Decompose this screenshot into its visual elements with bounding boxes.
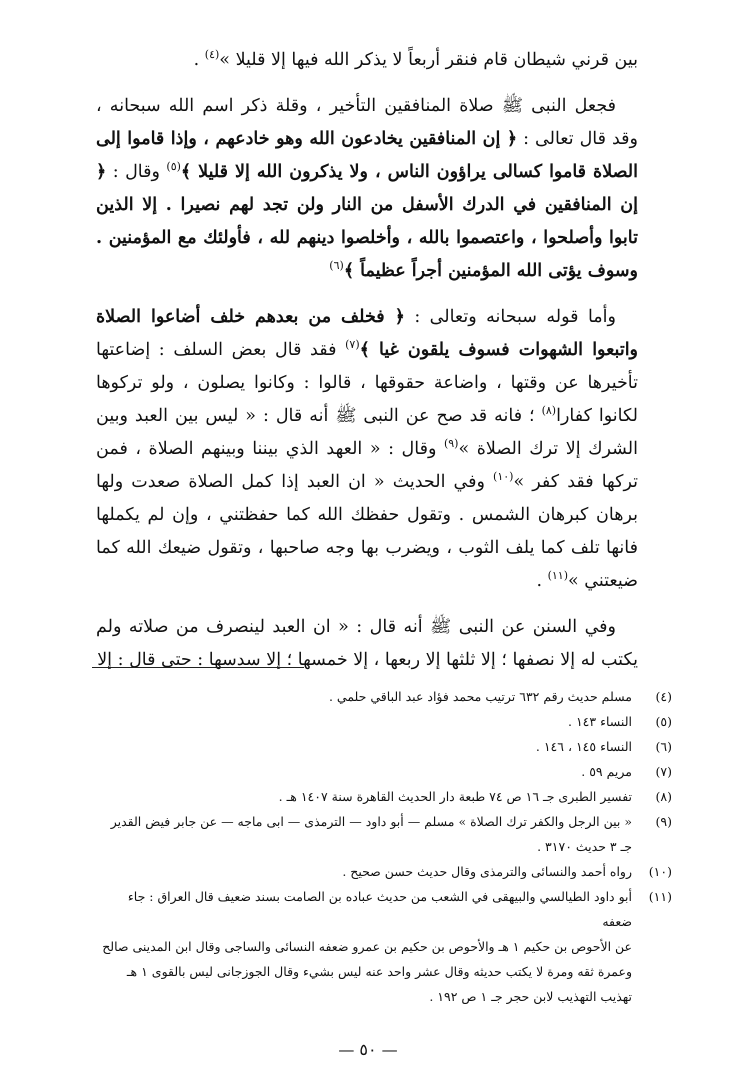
- text-run: بين قرني شيطان قام فنقر أربعاً لا يذكر الله فيها إلا قليلا »: [219, 50, 638, 70]
- text-run: وأما قوله سبحانه وتعالى :: [404, 307, 616, 327]
- footnote-item: [100, 784, 672, 809]
- footnote-item: [100, 684, 672, 709]
- footnote-number: (٥): [655, 714, 672, 729]
- text-run: وقال : « العهد الذي بيننا وبينهم الصلاة ، فمن تركها فقد كفر »: [96, 439, 638, 492]
- footnote-text: النساء ١٤٥ ، ١٤٦ .: [535, 739, 632, 754]
- footnote-number: (٨): [655, 789, 672, 804]
- footnote-ref-5: (٥): [166, 160, 181, 174]
- text-run: .: [536, 571, 548, 591]
- footnote-continuation: عن الأحوص بن حكيم ١ هـ والأحوص بن حكيم بن عمرو ضعفه النسائى والساجى وقال ابن المدينى صالح وعمرة ثقه ومرة لا يكتب حديثه وقال عشر واحد عنه ليس بشيء وقال الجوزجانى ليس بالقوى ١ هـ تهذيب التهذيب لابن حجر جـ ١ ص ١٩٢ .: [102, 939, 632, 1004]
- footnote-item: [100, 709, 672, 734]
- footnote-number: (٧): [655, 764, 672, 779]
- footnote-number: (٩): [655, 814, 672, 829]
- footnote-item: [100, 884, 672, 934]
- footnote-item: [100, 759, 672, 784]
- footnote-number: (١١): [648, 889, 672, 904]
- page-number: — ٥٠ —: [338, 1040, 398, 1059]
- footnote-text: رواه أحمد والنسائى والترمذى وقال حديث حسن صحيح .: [342, 864, 632, 879]
- quran-quote: ﴿ فخلف من بعدهم خلف أضاعوا الصلاة واتبعوا الشهوات فسوف يلقون غيا ﴾: [96, 307, 639, 360]
- footnote-ref-4: (٤): [204, 48, 220, 62]
- footnote-item: [100, 809, 672, 834]
- text-run: فجعل النبى ﷺ صلاة المنافقين التأخير ، وقلة ذكر اسم الله سبحانه ، وقد قال تعالى :: [96, 96, 638, 149]
- text-run: ؛ فانه قد صح عن النبى ﷺ أنه قال : « ليس بين العبد وبين الشرك إلا ترك الصلاة »: [96, 406, 638, 459]
- text-run: .: [193, 50, 205, 70]
- paragraph-3: [96, 301, 638, 598]
- footnotes: [100, 684, 672, 1009]
- text-run: وقال :: [106, 162, 167, 182]
- paragraph-1: [96, 44, 638, 77]
- footnote-ref-10: (١٠): [493, 470, 514, 484]
- text-run: فقد قال بعض السلف : إضاعتها تأخيرها عن وقتها ، واضاعة حقوقها ، قالوا : وكانوا يصلون ، ولو تركوها لكانوا كفارا: [96, 340, 638, 426]
- footnote-ref-9: (٩): [443, 437, 459, 451]
- footnote-text: مسلم حديث رقم ٦٣٢ ترتيب محمد فؤاد عبد الباقي حلمي .: [328, 689, 632, 704]
- footnote-number: (١٠): [648, 864, 672, 879]
- footnote-item: [100, 859, 672, 884]
- footnote-item: [100, 734, 672, 759]
- footnote-ref-11: (١١): [547, 569, 568, 583]
- text-run: وفي الحديث « ان العبد إذا كمل الصلاة صعدت ولها برهان كبرهان الشمس . وتقول حفظك الله كما حفظتني ، وإن لم يكملها فانها تلف كما يلف الثوب ، ويضرب بها وجه صاحبها ، وتقول ضيعك الله كما ضيعتني »: [96, 472, 638, 591]
- footnote-divider: [92, 667, 304, 668]
- quran-quote: ﴿ إن المنافقين في الدرك الأسفل من النار ولن تجد لهم نصيرا . إلا الذين تابوا وأصلحوا ، واعتصموا بالله ، وأخلصوا دينهم لله ، فأولئك مع المؤمنين . وسوف يؤتى الله المؤمنين أجراً عظيماً ﴾: [96, 162, 638, 281]
- footnote-ref-7: (٧): [345, 338, 360, 352]
- footnote-text: تفسير الطبرى جـ ١٦ ص ٧٤ طبعة دار الحديث القاهرة سنة ١٤٠٧ هـ .: [278, 789, 632, 804]
- footnote-text: مريم ٥٩ .: [581, 764, 632, 779]
- footnote-number: (٤): [655, 689, 672, 704]
- text-run: وفي السنن عن النبى ﷺ أنه قال : « ان العبد لينصرف من صلاته ولم يكتب له إلا نصفها ؛ إلا ثلثها إلا ربعها ، إلا خمسها ؛ إلا سدسها : حتى قال : إلا: [96, 617, 638, 670]
- footnote-ref-6: (٦): [329, 259, 344, 273]
- footnote-text: أبو داود الطيالسي والبيهقى في الشعب من حديث عباده بن الصامت بسند ضعيف قال العراق : جاء ضعفه: [127, 889, 632, 929]
- footnote-number: (٦): [655, 739, 672, 754]
- paragraph-2: [96, 90, 638, 288]
- footnote-text: « بين الرجل والكفر ترك الصلاة » مسلم — أبو داود — الترمذى — ابى ماجه — عن جابر فيض القدير: [110, 814, 632, 829]
- footnote-continuation: جـ ٣ حديث ٣١٧٠ .: [537, 839, 632, 854]
- footnote-text: النساء ١٤٣ .: [568, 714, 632, 729]
- footnote-ref-8: (٨): [541, 404, 557, 418]
- quran-quote: ﴿ إن المنافقين يخادعون الله وهو خادعهم ، وإذا قاموا إلى الصلاة قاموا كسالى يراؤون الناس ، ولا يذكرون الله إلا قليلا ﴾: [96, 129, 639, 182]
- main-text: [96, 44, 638, 677]
